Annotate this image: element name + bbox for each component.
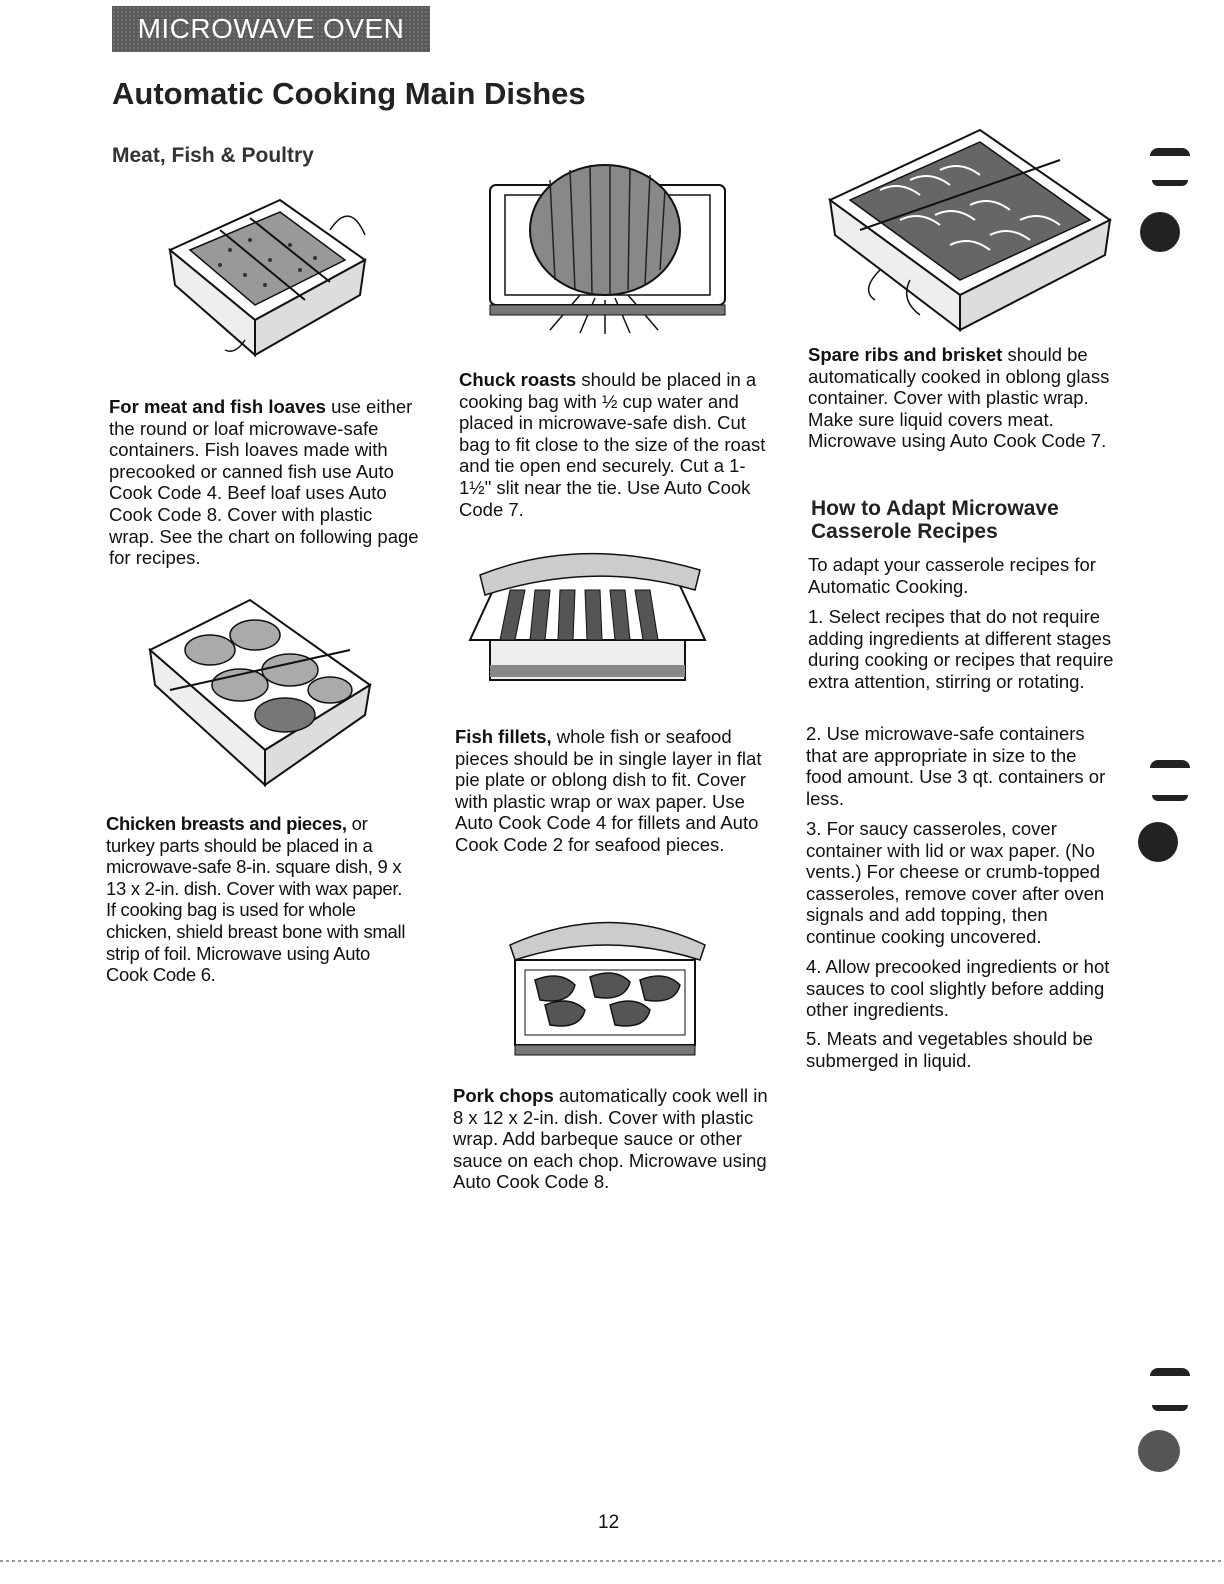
punch-hole xyxy=(1138,822,1178,862)
punch-hole xyxy=(1140,212,1180,252)
adapt-recipes-heading: How to Adapt Microwave Casserole Recipes xyxy=(811,497,1059,543)
adapt-step-1: 1. Select recipes that do not require adding ingredients at different stages during cooking or recipes that require extra attention, stirring or rotating. xyxy=(808,606,1114,692)
section-subheading: Meat, Fish & Poultry xyxy=(112,144,314,167)
page-title: Automatic Cooking Main Dishes xyxy=(112,76,586,111)
fish-fillets-lead: Fish fillets, xyxy=(455,726,552,747)
adapt-step-4: 4. Allow precooked ingredients or hot sauces to cool slightly before adding other ingredients. xyxy=(806,956,1110,1021)
adapt-step-2: 2. Use microwave-safe containers that are appropriate in size to the food amount. Use 3 qt. containers or less. xyxy=(806,723,1106,809)
punch-hole xyxy=(1138,1430,1180,1472)
adapt-step-5: 5. Meats and vegetables should be submerged in liquid. xyxy=(806,1028,1093,1071)
pork-chops-illustration xyxy=(500,905,710,1065)
spare-ribs-text: should be automatically cooked in oblong glass container. Cover with plastic wrap. Make sure liquid covers meat. Microwave using Auto Cook Code 7. xyxy=(808,344,1110,452)
pork-chops-paragraph xyxy=(453,1085,773,1193)
section-banner: MICROWAVE OVEN xyxy=(112,6,430,52)
loaves-text: use either the round or loaf microwave-safe containers. Fish loaves made with precooked or canned fish use Auto Cook Code 4. Beef loaf uses Auto Cook Code 8. Cover with plastic wrap. See the chart on following page for recipes. xyxy=(109,396,419,569)
binder-mark xyxy=(1152,180,1188,186)
loaves-lead: For meat and fish loaves xyxy=(109,396,326,417)
spare-ribs-paragraph xyxy=(808,344,1128,452)
binder-mark xyxy=(1150,1368,1190,1376)
pork-chops-lead: Pork chops xyxy=(453,1085,554,1106)
bottom-edge xyxy=(0,1560,1224,1562)
binder-mark xyxy=(1152,795,1188,801)
pork-chops-text: automatically cook well in 8 x 12 x 2-in. dish. Cover with plastic wrap. Add barbeque sauce or other sauce on each chop. Microwave using Auto Cook Code 8. xyxy=(453,1085,768,1193)
spare-ribs-illustration xyxy=(820,120,1120,340)
fish-fillets-illustration xyxy=(460,545,715,695)
adapt-intro: To adapt your casserole recipes for Automatic Cooking. xyxy=(808,554,1096,597)
chicken-pieces-illustration xyxy=(140,590,380,790)
chicken-lead: Chicken breasts and pieces, xyxy=(106,813,347,834)
chuck-roast-lead: Chuck roasts xyxy=(459,369,577,390)
chuck-roast-illustration xyxy=(480,150,740,335)
binder-mark xyxy=(1152,1405,1188,1411)
chicken-paragraph xyxy=(106,813,406,986)
binder-mark xyxy=(1150,760,1190,768)
chuck-roast-text: should be placed in a cooking bag with ½ cup water and placed in microwave-safe dish. Cut bag to fit close to the size of the roast and tie open end securely. Cut a 1-1½" slit near the tie. Use Auto Cook Code 7. xyxy=(459,369,766,520)
loaves-paragraph xyxy=(109,396,419,569)
chicken-text: or turkey parts should be placed in a microwave-safe 8-in. square dish, 9 x 13 x 2-in. dish. Cover with wax paper. If cooking bag is used for whole chicken, shield breast bone with small strip of foil. Microwave using Auto Cook Code 6. xyxy=(106,813,406,986)
adapt-step-3: 3. For saucy casseroles, cover container with lid or wax paper. (No vents.) For cheese or crumb-topped casseroles, remove cover after oven signals and add topping, then continue cooking uncovered. xyxy=(806,818,1105,947)
page-number: 12 xyxy=(598,1512,620,1533)
chuck-roast-paragraph xyxy=(459,369,774,520)
binder-mark xyxy=(1150,148,1190,156)
spare-ribs-lead: Spare ribs and brisket xyxy=(808,344,1003,365)
fish-fillets-text: whole fish or seafood pieces should be in single layer in flat pie plate or oblong dish to fit. Cover with plastic wrap or wax paper. Use Auto Cook Code 4 for fillets and Auto Cook Code 2 for seafood pieces. xyxy=(455,726,762,855)
meat-loaf-illustration xyxy=(150,190,380,365)
fish-fillets-paragraph xyxy=(455,726,765,856)
